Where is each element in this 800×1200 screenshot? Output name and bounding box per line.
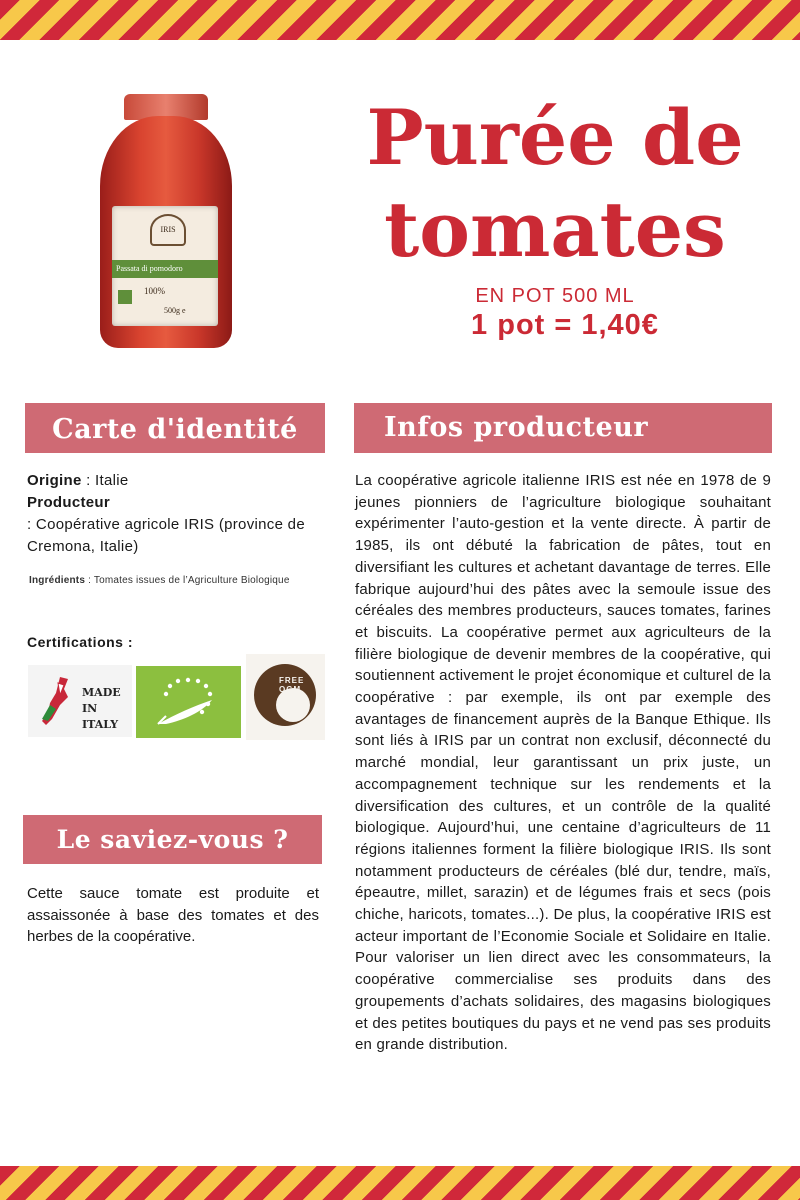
eu-organic-leaf-icon xyxy=(136,666,241,738)
origin-value: : Italie xyxy=(81,472,129,489)
jar-label-weight: 500g e xyxy=(164,306,186,315)
ogm-seal-text: FREE OGM xyxy=(279,676,305,694)
ogm-seal-icon xyxy=(254,664,316,726)
origin-line xyxy=(27,470,325,492)
identity-card-banner: Carte d'identité xyxy=(25,403,325,453)
producer-info-banner: Infos producteur xyxy=(354,403,772,453)
italy-boot-icon xyxy=(38,675,74,729)
producer-info-text: La coopérative agricole italienne IRIS est née en 1978 de 9 jeunes pionniers de l’agriculture biologique souhaitant expérimenter l’auto-gestion et la vente directe. À partir de 1985, ils ont débuté la fabrication de pâtes, tout en diversifiant les cultures et achetant davantage de terres. Elle fabrique aujourd’hui des pâtes avec la semoule issue des céréales des membres producteurs, sauces tomates, farines et biscuits. La coopérative permet aux agriculteurs de la filière biologique de devenir membres de la coopérative, qui soutiennent activement le projet économique et culturel de la coopérative : par exemple, ils ont par exemple des avantages de financement auprès de la Banque Ethique. Ils sont liés à IRIS par un contrat non exclusif, déconnecté du marché mondial, leur garantissant un prix juste, un accompagnement technique sur les rendements et la diversification des cultures, et un contrôle de la qualité biologique. Aujourd’hui, une centaine d’agriculteurs de 11 régions italiennes forment la filière biologique IRIS. Ils sont notamment producteurs de céréales (blé dur, tendre, maïs, épeautre, millet, sarazin) et de légumes frais et secs (pois chiche, haricots, tomates...). De plus, la coopérative IRIS est acteur important de l’Economie Sociale et Solidaire en Italie. Pour valoriser un lien direct avec les consommateurs, la coopérative commercialise ses produits dans des groupements d’achats solidaires, des magasins biologiques et des petites boutiques du pays et ne vend pas ses produits en grande distribution. xyxy=(355,472,771,1054)
product-title-line1: Purée de xyxy=(366,93,744,182)
ingredients-line xyxy=(29,573,319,588)
top-decorative-stripe xyxy=(0,0,800,40)
product-title-line2: tomates xyxy=(384,185,726,274)
did-you-know-text: Cette sauce tomate est produite et assaissonée à base des tomates et des herbes de la coopérative. xyxy=(27,885,319,945)
made-in-italy-icon xyxy=(28,665,132,737)
ingredients-label: Ingrédients xyxy=(29,575,86,586)
certifications-label: Certifications : xyxy=(27,634,134,650)
did-you-know-banner: Le saviez-vous ? xyxy=(23,815,322,864)
origin-label: Origine xyxy=(27,472,82,489)
free-ogm-icon xyxy=(246,654,325,740)
jar-label-percent: 100% xyxy=(144,286,165,296)
jar-label xyxy=(112,206,218,326)
product-format: EN POT 500 ML xyxy=(475,285,635,307)
product-jar-image xyxy=(92,88,242,352)
bottom-decorative-stripe xyxy=(0,1166,800,1200)
jar-body xyxy=(100,116,232,348)
producer-value: : Coopérative agricole IRIS (province de Cremona, Italie) xyxy=(27,516,305,555)
identity-card-details xyxy=(27,470,325,558)
made-in-italy-text: MADE IN ITALY xyxy=(82,686,121,731)
eu-organic-stars-icon xyxy=(136,666,241,738)
product-price: 1 pot = 1,40€ xyxy=(471,309,659,341)
ingredients-value: : Tomates issues de l’Agriculture Biologique xyxy=(85,575,290,586)
producer-label: Producteur xyxy=(27,494,111,511)
jar-brand-logo: IRIS xyxy=(150,214,186,246)
jar-label-name: Passata di pomodoro xyxy=(116,264,183,273)
product-title xyxy=(360,92,750,276)
jar-eu-organic-icon xyxy=(118,290,132,304)
